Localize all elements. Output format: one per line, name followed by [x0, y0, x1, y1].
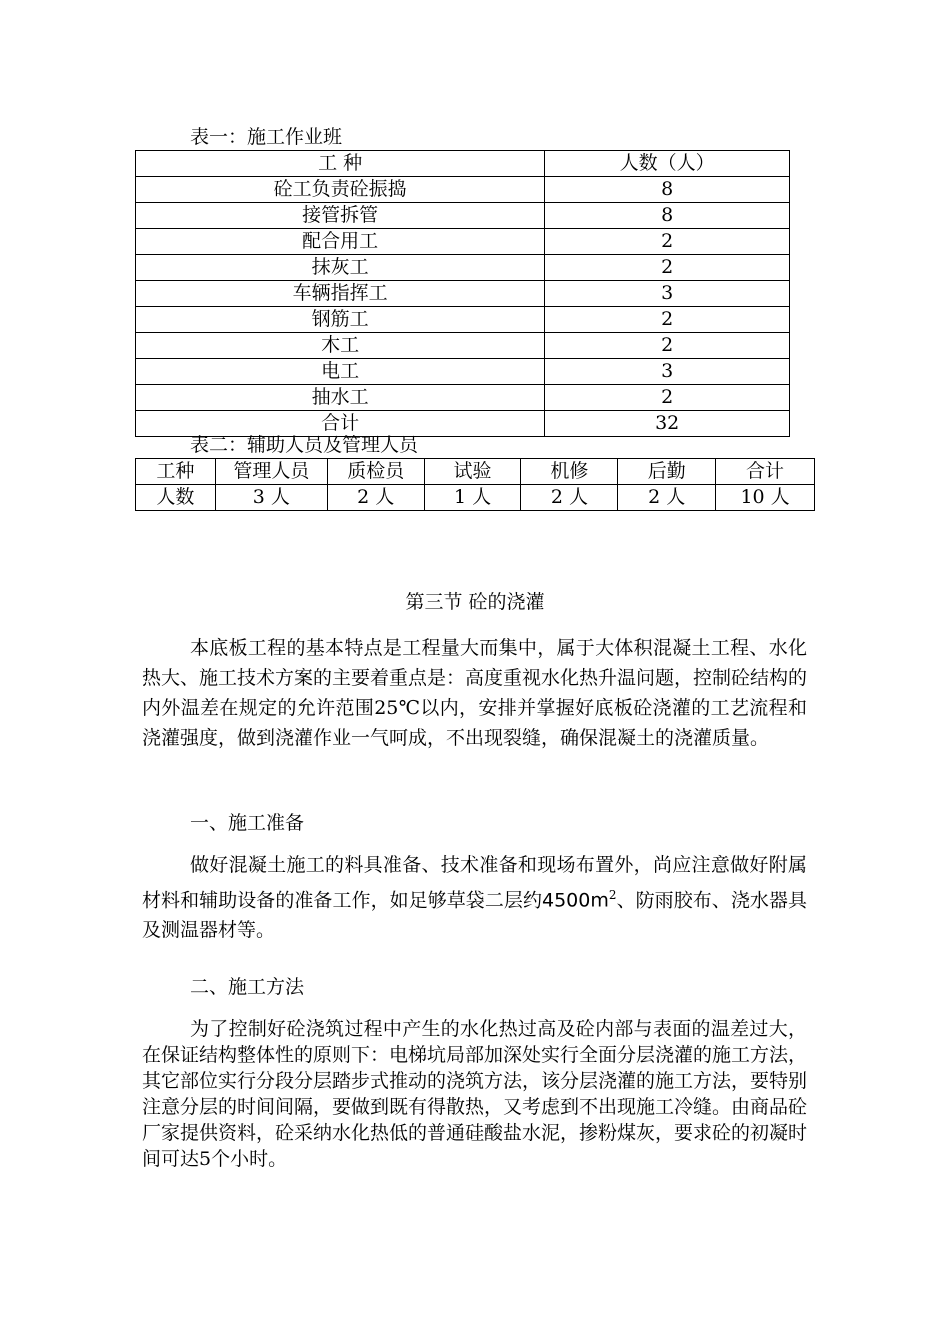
- header-cell-count: 人数（人）: [545, 151, 790, 177]
- count-cell: 8: [545, 177, 790, 203]
- subsection-title-preparation: 一、施工准备: [190, 812, 305, 834]
- intro-paragraph: 本底板工程的基本特点是工程量大而集中，属于大体积混凝土工程、水化热大、施工技术方案的主要着重点是：高度重视水化热升温问题，控制砼结构的内外温差在规定的允许范围25℃以内，安排并掌握好底板砼浇灌的工艺流程和浇灌强度，做到浇灌作业一气呵成，不出现裂缝，确保混凝土的浇灌质量。: [142, 637, 808, 749]
- header-cell: 机修: [521, 459, 618, 485]
- trade-cell: 砼工负责砼振捣: [136, 177, 545, 203]
- trade-cell: 钢筋工: [136, 307, 545, 333]
- count-cell: 3: [545, 359, 790, 385]
- value-cell: 3 人: [215, 485, 327, 511]
- area-unit-exponent: 2: [608, 888, 617, 902]
- header-cell-trade: 工 种: [136, 151, 545, 177]
- count-cell: 2: [545, 307, 790, 333]
- table2-caption: 表二：辅助人员及管理人员: [190, 434, 419, 456]
- count-cell: 2: [545, 385, 790, 411]
- header-cell: 质检员: [327, 459, 424, 485]
- header-cell: 合计: [716, 459, 815, 485]
- trade-cell: 抹灰工: [136, 255, 545, 281]
- table-row: [136, 229, 790, 255]
- trade-cell: 配合用工: [136, 229, 545, 255]
- value-cell: 2 人: [618, 485, 716, 511]
- header-cell: 试验: [424, 459, 521, 485]
- value-cell: 人数: [136, 485, 216, 511]
- count-cell: 2: [545, 333, 790, 359]
- value-cell: 2 人: [521, 485, 618, 511]
- preparation-text-tail: 、防雨胶布、浇水器具及测温器材等。: [142, 889, 807, 942]
- table-row: [136, 255, 790, 281]
- count-cell: 3: [545, 281, 790, 307]
- table-row: [136, 359, 790, 385]
- area-amount: 4500m: [542, 889, 609, 912]
- total-value-cell: 32: [545, 411, 790, 437]
- table1-caption: 表一：施工作业班: [190, 126, 343, 148]
- section-title: 第三节 砼的浇灌: [405, 591, 545, 613]
- support-staff-table: [135, 458, 815, 511]
- count-cell: 2: [545, 255, 790, 281]
- table-row: [136, 307, 790, 333]
- table-row: [136, 485, 815, 511]
- trade-cell: 电工: [136, 359, 545, 385]
- value-cell: 1 人: [424, 485, 521, 511]
- total-label-cell: 合计: [136, 411, 545, 437]
- table-row: [136, 177, 790, 203]
- trade-cell: 抽水工: [136, 385, 545, 411]
- subsection-title-method: 二、施工方法: [190, 976, 305, 998]
- trade-cell: 车辆指挥工: [136, 281, 545, 307]
- count-cell: 2: [545, 229, 790, 255]
- preparation-text: 做好混凝土施工的料具准备、技术准备和现场布置外，尚应注意做好附属材料和辅助设备的准备工作，如足够草袋二层约: [142, 854, 807, 912]
- header-cell: 工种: [136, 459, 216, 485]
- preparation-paragraph: [142, 850, 807, 945]
- table-row: [136, 385, 790, 411]
- header-cell: 管理人员: [215, 459, 327, 485]
- table-row: [136, 333, 790, 359]
- table-row: [136, 203, 790, 229]
- table-header-row: [136, 459, 815, 485]
- trade-cell: 接管拆管: [136, 203, 545, 229]
- method-paragraph: 为了控制好砼浇筑过程中产生的水化热过高及砼内部与表面的温差过大，在保证结构整体性的原则下：电梯坑局部加深处实行全面分层浇灌的施工方法，其它部位实行分段分层踏步式推动的浇筑方法，该分层浇灌的施工方法，要特别注意分层的时间间隔，要做到既有得散热，又考虑到不出现施工冷缝。由商品砼厂家提供资料，砼采纳水化热低的普通硅酸盐水泥，掺粉煤灰，要求砼的初凝时间可达5个小时。: [142, 1018, 808, 1170]
- table-header-row: [136, 151, 790, 177]
- work-team-table: [135, 150, 790, 437]
- table-row: [136, 281, 790, 307]
- value-cell: 10 人: [716, 485, 815, 511]
- count-cell: 8: [545, 203, 790, 229]
- value-cell: 2 人: [327, 485, 424, 511]
- header-cell: 后勤: [618, 459, 716, 485]
- trade-cell: 木工: [136, 333, 545, 359]
